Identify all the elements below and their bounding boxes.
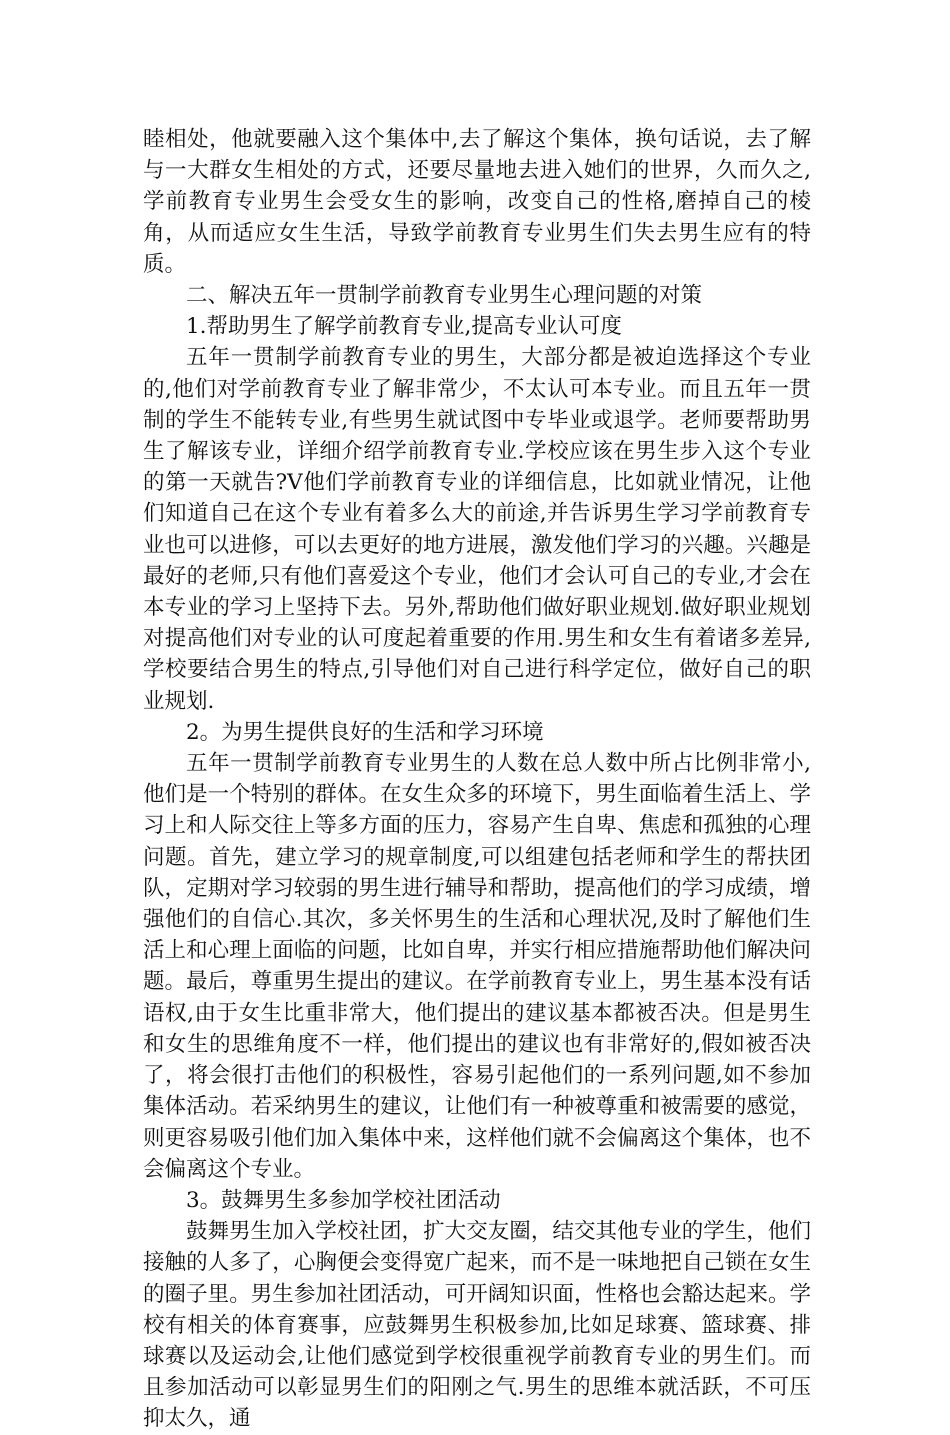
- subsection-heading-2: 2。为男生提供良好的生活和学习环境: [186, 719, 544, 745]
- paragraph-subsection-3: 鼓舞男生加入学校社团，扩大交友圈，结交其他专业的学生，他们接触的人多了，心胸便会变得宽广起来，而不是一味地把自己锁在女生的圈子里。男生参加社团活动，可开阔知识面，性格也会豁达起来。学校有相关的体育赛事，应鼓舞男生积极参加,比如足球赛、篮球赛、排球赛以及运动会,让他们感觉到学校很重视学前教育专业的男生们。而且参加活动可以彰显男生们的阳刚之气.男生的思维本就活跃，不可压抑太久，通: [143, 1219, 811, 1432]
- section-heading: 二、解决五年一贯制学前教育专业男生心理问题的对策: [186, 283, 703, 309]
- subsection-heading-1: 1.帮助男生了解学前教育专业,提高专业认可度: [186, 314, 622, 340]
- document-page: [143, 124, 811, 1435]
- subsection-heading-3: 3。鼓舞男生多参加学校社团活动: [186, 1187, 501, 1213]
- paragraph-continuation: 睦相处，他就要融入这个集体中,去了解这个集体，换句话说，去了解与一大群女生相处的方式，还要尽量地去进入她们的世界，久而久之,学前教育专业男生会受女生的影响，改变自己的性格,磨掉自己的棱角，从而适应女生生活，导致学前教育专业男生们失去男生应有的特质。: [143, 127, 811, 277]
- paragraph-subsection-2: 五年一贯制学前教育专业男生的人数在总人数中所占比例非常小,他们是一个特别的群体。在女生众多的环境下，男生面临着生活上、学习上和人际交往上等多方面的压力，容易产生自卑、焦虑和孤独的心理问题。首先，建立学习的规章制度,可以组建包括老师和学生的帮扶团队，定期对学习较弱的男生进行辅导和帮助，提高他们的学习成绩，增强他们的自信心.其次，多关怀男生的生活和心理状况,及时了解他们生活上和心理上面临的问题，比如自卑，并实行相应措施帮助他们解决问题。最后，尊重男生提出的建议。在学前教育专业上，男生基本没有话语权,由于女生比重非常大，他们提出的建议基本都被否决。但是男生和女生的思维角度不一样，他们提出的建议也有非常好的,假如被否决了，将会很打击他们的积极性，容易引起他们的一系列问题,如不参加集体活动。若采纳男生的建议，让他们有一种被尊重和被需要的感觉，则更容易吸引他们加入集体中来，这样他们就不会偏离这个集体，也不会偏离这个专业。: [143, 751, 811, 1182]
- paragraph-subsection-1: 五年一贯制学前教育专业的男生，大部分都是被迫选择这个专业的,他们对学前教育专业了解非常少，不太认可本专业。而且五年一贯制的学生不能转专业,有些男生就试图中专毕业或退学。老师要帮助男生了解该专业，详细介绍学前教育专业.学校应该在男生步入这个专业的第一天就告?V他们学前教育专业的详细信息，比如就业情况，让他们知道自己在这个专业有着多么大的前途,并告诉男生学习学前教育专业也可以进修，可以去更好的地方进展，激发他们学习的兴趣。兴趣是最好的老师,只有他们喜爱这个专业，他们才会认可自己的专业,才会在本专业的学习上坚持下去。另外,帮助他们做好职业规划.做好职业规划对提高他们对专业的认可度起着重要的作用.男生和女生有着诸多差异,学校要结合男生的特点,引导他们对自己进行科学定位，做好自己的职业规划.: [143, 345, 811, 714]
